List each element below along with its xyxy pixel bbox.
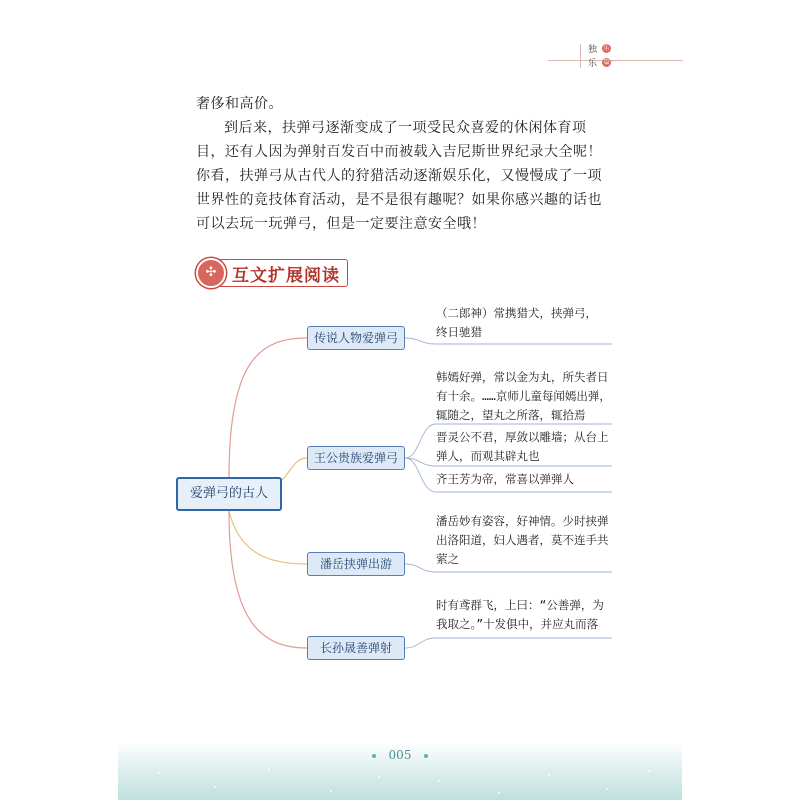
paragraph-1-text: 奢侈和高价。	[196, 96, 283, 112]
compass-icon: ✣	[196, 258, 226, 288]
section-title-text: 互文扩展阅读	[232, 266, 340, 286]
leaf-2-2: 晋灵公不君，厚敛以雕墙；从台上弹人，而观其辟丸也	[436, 430, 609, 463]
connector-branch-4	[229, 511, 307, 648]
leaf-4-1: 时有鸢群飞，上曰：“公善弹，为我取之。”十发俱中，并应丸而落	[436, 598, 604, 631]
leaf-2-1: 韩嫣好弹，常以金为丸，所失者日有十余。……京师儿童每闻嫣出弹，辄随之，望丸之所落，辄拾焉	[436, 370, 611, 422]
page-number: 005	[388, 748, 412, 762]
leaf-1-1: （二郎神）常携猎犬，挟弹弓，终日驰猎	[436, 306, 597, 339]
mindmap-branch-3: 潘岳挟弹出游	[307, 552, 405, 576]
mindmap-root: 爱弹弓的古人	[176, 477, 282, 511]
leaf-2-3: 齐王芳为帝，常喜以弹弹人	[436, 472, 574, 486]
connector-branch-2	[282, 458, 307, 480]
connector-branch-1	[229, 338, 307, 477]
mindmap-branch-4: 长孙晟善弹射	[307, 636, 405, 660]
header-dot-1: 乐	[603, 45, 610, 52]
paragraph-2-text: 到后来，扶弹弓逐渐变成了一项受民众喜爱的休闲体育项目，还有人因为弹射百发百中而被载入吉尼斯世界纪录大全呢！你看，扶弹弓从古代人的狩猎活动逐渐娱乐化，又慢慢成了一项世界性的竞技体育活动，是不是很有趣呢？如果你感兴趣的话也可以去玩一玩弹弓，但是一定要注意安全哦！	[196, 120, 602, 232]
mindmap-branch-2: 王公贵族爱弹弓	[307, 446, 405, 470]
mindmap-branch-1: 传说人物爱弹弓	[307, 326, 405, 350]
leaf-3-1: 潘岳妙有姿容，好神情。少时挟弹出洛阳道，妇人遇者，莫不连手共萦之	[436, 514, 609, 566]
cloud-swirl-icon: ∽	[608, 56, 617, 67]
header-dot-2: 篇	[603, 59, 610, 66]
header-char-du: 独	[588, 45, 598, 55]
connector-branch-3	[229, 511, 307, 564]
page-number-dot-left	[372, 754, 376, 758]
page-number-dot-right	[424, 754, 428, 758]
connector-leaf-4	[405, 638, 612, 648]
header-char-le: 乐	[588, 59, 598, 69]
